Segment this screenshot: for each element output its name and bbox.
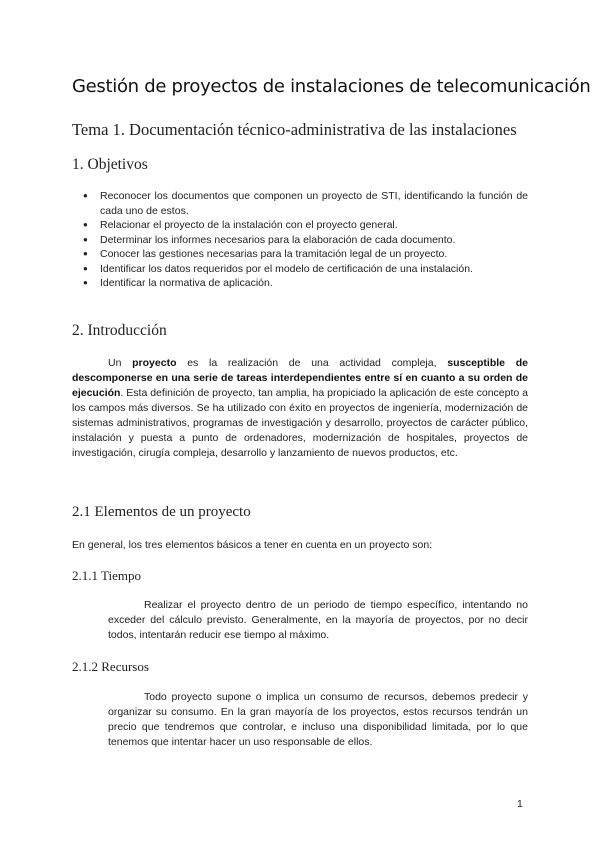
list-item: ● Reconocer los documentos que componen un proyecto de STI, identificando la función de cada uno de estos. [72, 189, 528, 218]
recursos-paragraph: Todo proyecto supone o implica un consumo de recursos, debemos predecir y organizar su consumo. En la gran mayoría de los proyectos, estos recursos tendrán un precio que tendremos que controlar, e incluso una disponibilidad limitada, por lo que tenemos que intentar hacer un uso responsable de ellos. [108, 691, 528, 748]
page-number: 1 [517, 798, 523, 810]
tema-heading: Tema 1. Documentación técnico-administrativa de las instalaciones [72, 120, 517, 139]
list-item: ● Identificar los datos requeridos por el modelo de certificación de una instalación. [72, 262, 528, 277]
introduccion-paragraph: Un proyecto es la realización de una actividad compleja, susceptible de descomponerse en una serie de tareas interdependientes entre sí en cuanto a su orden de ejecución. Esta definición de proyecto, tan amplia, ha propiciado la aplicación de este concepto a los campos más diversos. Se ha utilizado con éxito en proyectos de ingeniería, modernización de sistemas administrativos, programas de investigación y desarrollo, proyectos de carácter público, instalación y puesta a punto de ordenadores, modernización de hospitales, proyectos de investigación, cirugía compleja, desarrollo y lanzamiento de nuevos productos, etc. [72, 357, 528, 459]
elementos-paragraph: En general, los tres elementos básicos a tener en cuenta en un proyecto son: [72, 539, 433, 551]
tiempo-heading: 2.1.1 Tiempo [72, 568, 141, 583]
tiempo-paragraph: Realizar el proyecto dentro de un periodo de tiempo específico, intentando no exceder del cálculo previsto. Generalmente, en la mayoría de proyectos, por no decir todos, intentarán reducir ese tiempo al máximo. [108, 599, 528, 641]
document-title: Gestión de proyectos de instalaciones de telecomunicación [72, 76, 591, 97]
list-item: ● Identificar la normativa de aplicación. [72, 276, 528, 291]
list-item: ● Determinar los informes necesarios para la elaboración de cada documento. [72, 233, 528, 248]
objetivos-heading: 1. Objetivos [72, 156, 148, 173]
objetivos-list [72, 189, 528, 291]
introduccion-heading: 2. Introducción [72, 322, 167, 339]
elementos-heading: 2.1 Elementos de un proyecto [72, 504, 251, 520]
list-item: ● Relacionar el proyecto de la instalación con el proyecto general. [72, 218, 528, 233]
list-item: ● Conocer las gestiones necesarias para la tramitación legal de un proyecto. [72, 247, 528, 262]
recursos-heading: 2.1.2 Recursos [72, 659, 149, 674]
